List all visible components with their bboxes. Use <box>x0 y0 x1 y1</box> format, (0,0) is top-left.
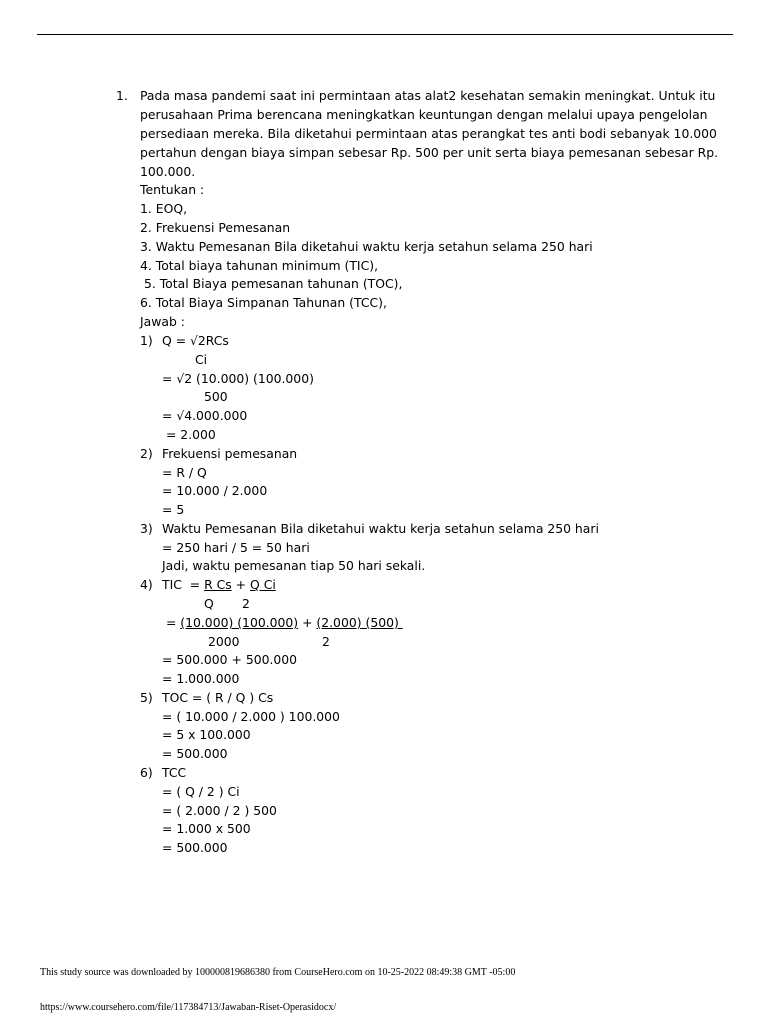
toc-formula: TOC = ( R / Q ) Cs <box>162 690 274 705</box>
order-time-title: Waktu Pemesanan Bila diketahui waktu kerja setahun selama 250 hari <box>162 521 599 536</box>
tic-sub-denominator-2: 2 <box>322 634 330 649</box>
tic-denominator-2: 2 <box>242 596 250 611</box>
tic-rcs-term: R Cs <box>204 577 232 592</box>
tentukan-label: Tentukan : <box>140 182 205 197</box>
question-text-line: Pada masa pandemi saat ini permintaan atas alat2 kesehatan semakin meningkat. Untuk itu <box>140 88 716 103</box>
tic-step: = 500.000 + 500.000 <box>162 652 298 667</box>
frequency-result: = 5 <box>162 502 185 517</box>
task-item: 3. Waktu Pemesanan Bila diketahui waktu kerja setahun selama 250 hari <box>140 239 593 254</box>
eoq-substitution: = √2 (10.000) (100.000) <box>162 371 314 386</box>
eoq-step: = √4.000.000 <box>162 408 248 423</box>
question-number: 1. <box>116 88 128 103</box>
tcc-result: = 500.000 <box>162 840 228 855</box>
order-time-calc: = 250 hari / 5 = 50 hari <box>162 540 310 555</box>
task-item: 4. Total biaya tahunan minimum (TIC), <box>140 258 379 273</box>
eoq-result: = 2.000 <box>162 427 216 442</box>
task-item: 2. Frekuensi Pemesanan <box>140 220 291 235</box>
answer-number: 3) <box>140 521 153 536</box>
tic-sub-plus: + <box>298 615 317 630</box>
tcc-formula: = ( Q / 2 ) Ci <box>162 784 240 799</box>
tic-substitution <box>162 615 403 630</box>
tic-result: = 1.000.000 <box>162 671 240 686</box>
question-text-line: persediaan mereka. Bila diketahui permintaan atas perangkat tes anti bodi sebanyak 10.000 <box>140 126 717 141</box>
tcc-step: = 1.000 x 500 <box>162 821 251 836</box>
tic-sub-term1: (10.000) (100.000) <box>180 615 299 630</box>
question-text-line: pertahun dengan biaya simpan sebesar Rp. 500 per unit serta biaya pemesanan sebesar Rp. <box>140 145 719 160</box>
tcc-substitution: = ( 2.000 / 2 ) 500 <box>162 803 277 818</box>
frequency-formula: = R / Q <box>162 465 207 480</box>
frequency-title: Frekuensi pemesanan <box>162 446 298 461</box>
eoq-substitution-denominator: 500 <box>204 389 228 404</box>
tic-plus: + <box>231 577 250 592</box>
source-url[interactable]: https://www.coursehero.com/file/117384713/Jawaban-Riset-Operasidocx/ <box>40 1002 337 1013</box>
tic-sub-prefix: = <box>162 615 181 630</box>
jawab-label: Jawab : <box>140 314 185 329</box>
answer-number: 6) <box>140 765 153 780</box>
question-text-line: 100.000. <box>140 164 196 179</box>
task-item: 5. Total Biaya pemesanan tahunan (TOC), <box>140 276 403 291</box>
answer-number: 2) <box>140 446 153 461</box>
toc-substitution: = ( 10.000 / 2.000 ) 100.000 <box>162 709 340 724</box>
toc-result: = 500.000 <box>162 746 228 761</box>
frequency-substitution: = 10.000 / 2.000 <box>162 483 268 498</box>
toc-step: = 5 x 100.000 <box>162 727 251 742</box>
eoq-denominator: Ci <box>195 352 208 367</box>
answer-number: 4) <box>140 577 153 592</box>
tic-sub-denominator-1: 2000 <box>208 634 240 649</box>
task-item: 1. EOQ, <box>140 201 188 216</box>
header-rule <box>37 34 733 35</box>
task-item: 6. Total Biaya Simpanan Tahunan (TCC), <box>140 295 387 310</box>
download-source-note: This study source was downloaded by 100000819686380 from CourseHero.com on 10-25-2022 08:49:38 GMT -05:00 <box>40 967 516 978</box>
tic-prefix: TIC = <box>162 577 205 592</box>
question-text-line: perusahaan Prima berencana meningkatkan keuntungan dengan melalui upaya pengelolan <box>140 107 708 122</box>
tic-denominator-q: Q <box>204 596 214 611</box>
eoq-formula: Q = √2RCs <box>162 333 229 348</box>
answer-number: 1) <box>140 333 153 348</box>
tcc-title: TCC <box>162 765 187 780</box>
tic-qci-term: Q Ci <box>250 577 276 592</box>
answer-number: 5) <box>140 690 153 705</box>
tic-sub-term2: (2.000) (500) <box>316 615 403 630</box>
order-time-conclusion: Jadi, waktu pemesanan tiap 50 hari sekali. <box>162 558 426 573</box>
tic-formula <box>162 577 276 592</box>
